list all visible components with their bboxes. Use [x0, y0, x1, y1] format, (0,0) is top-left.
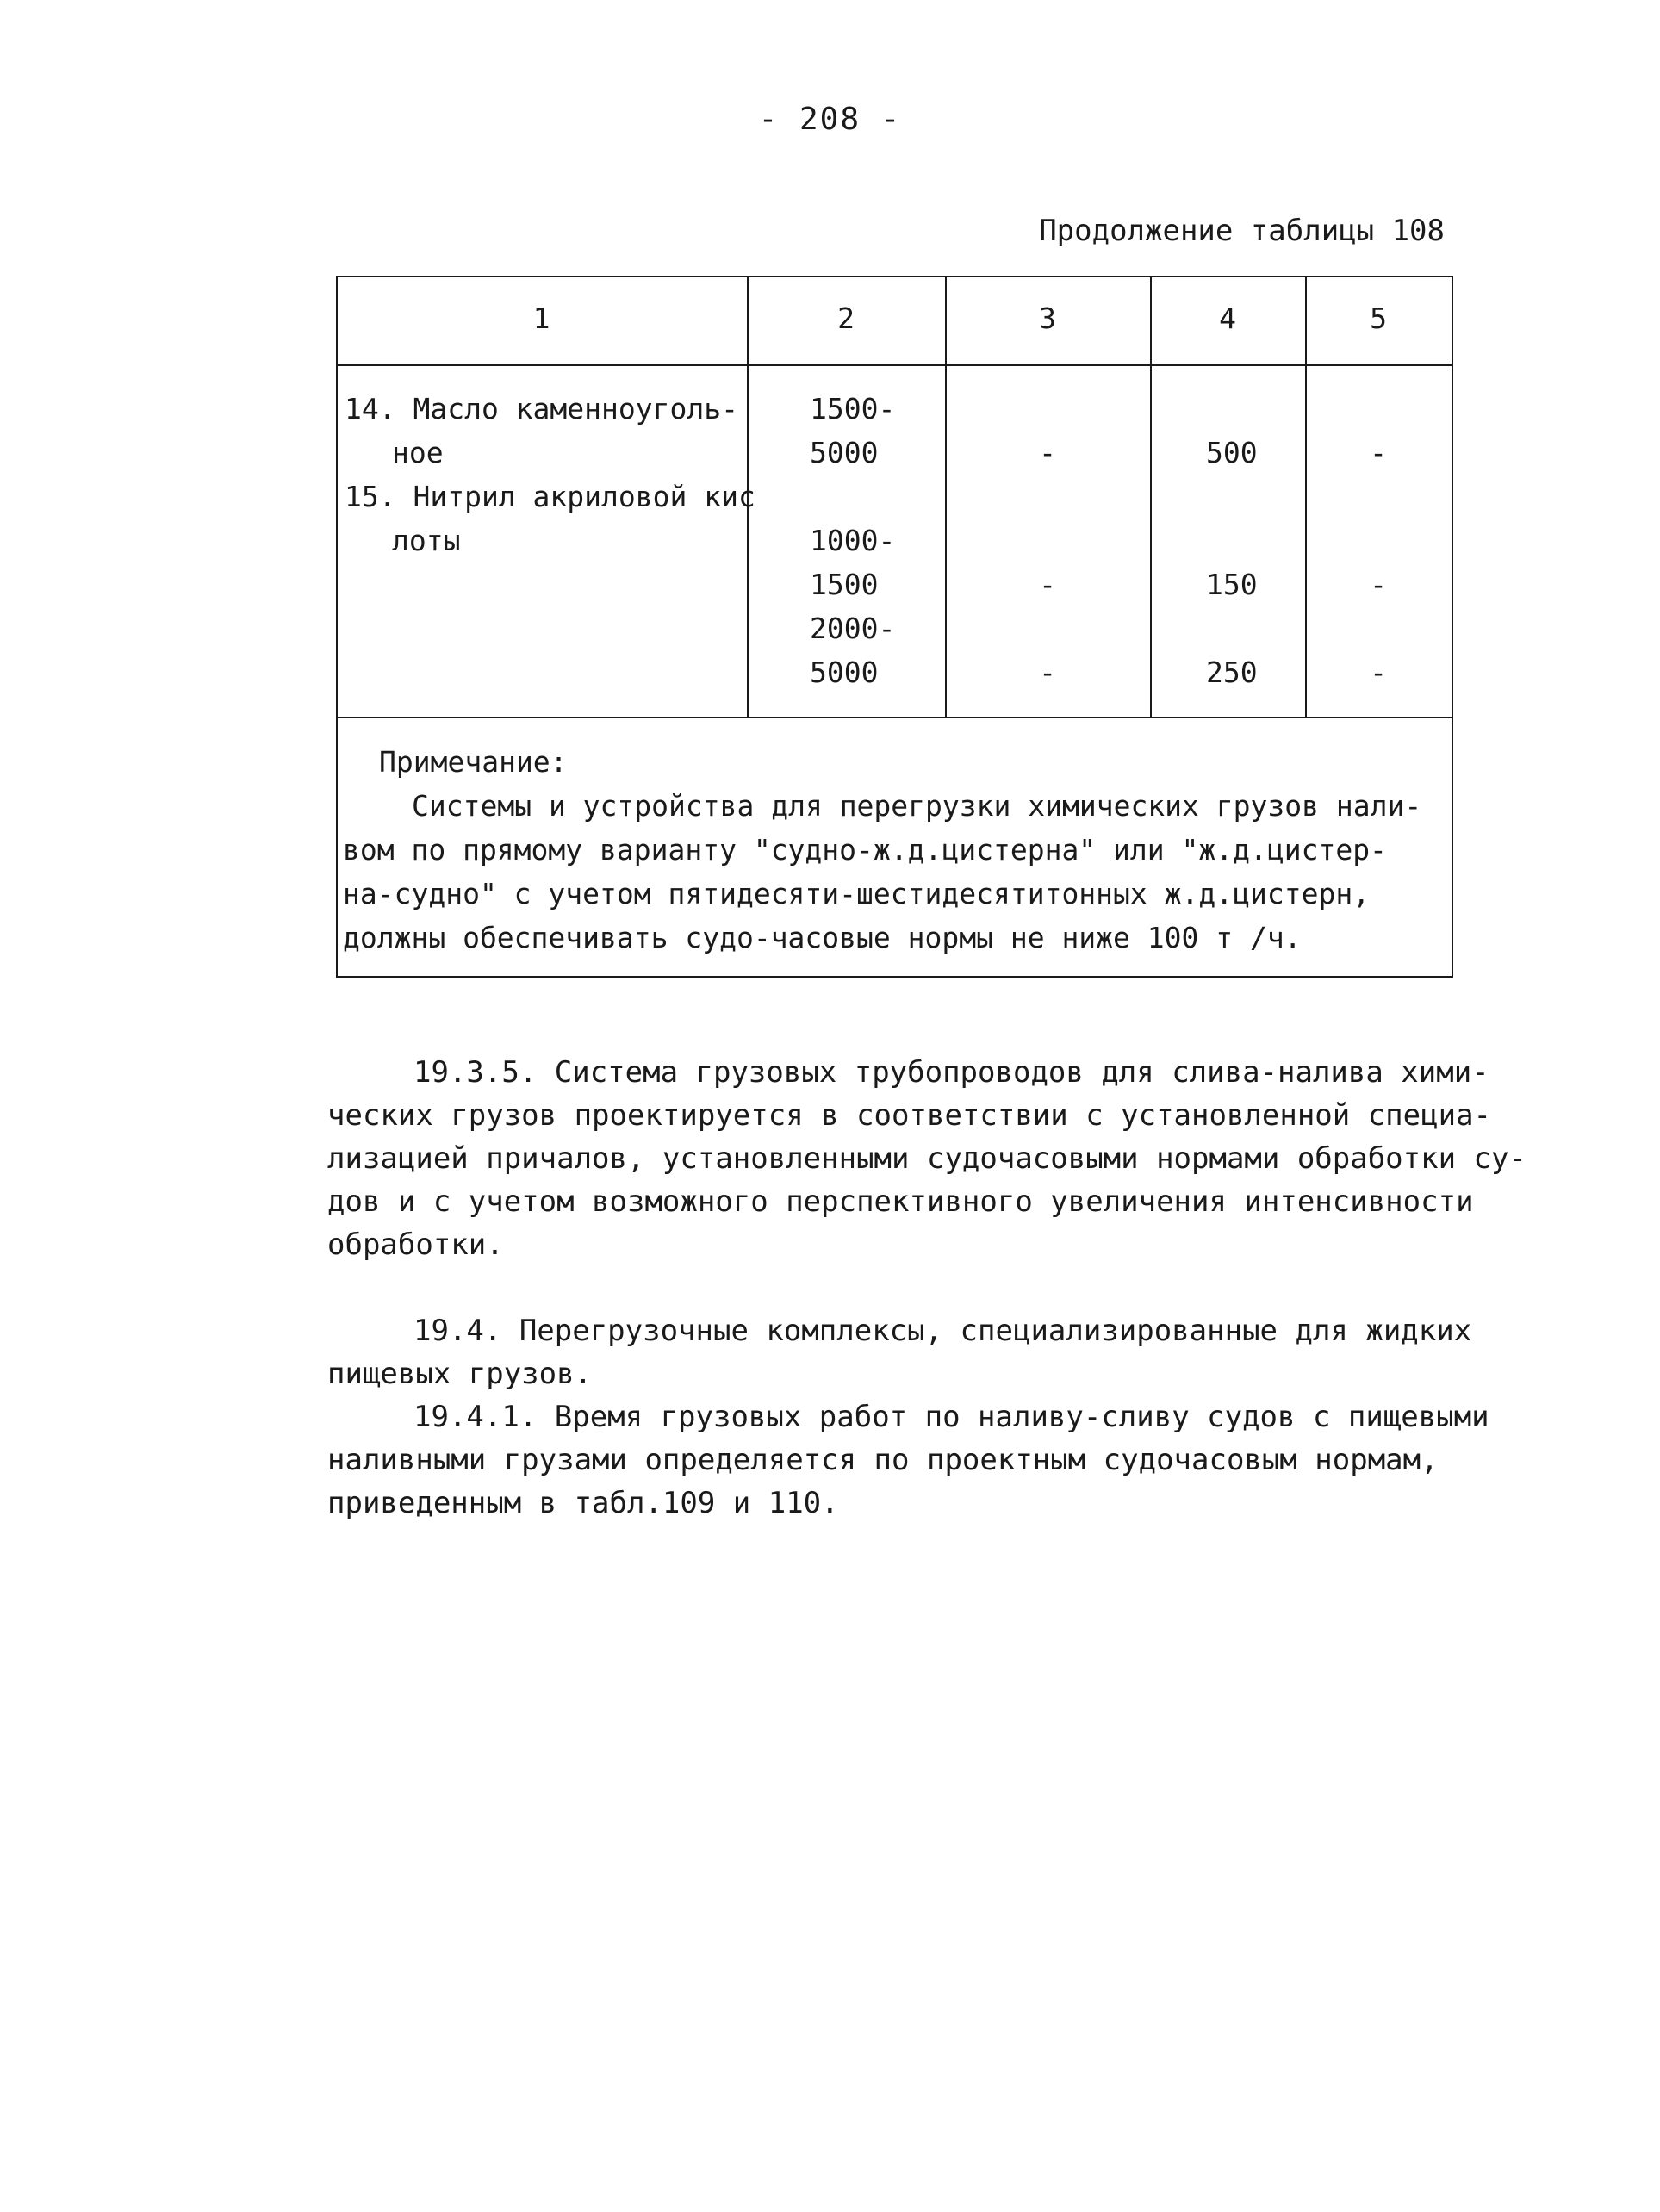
table-cell: 150	[1206, 568, 1258, 601]
table-cell: -	[1370, 568, 1387, 601]
table-cell: 250	[1206, 656, 1258, 689]
note-line: должны обеспечивать судо-часовые нормы не ниже 100 т /ч.	[343, 921, 1302, 954]
note-line: Системы и устройства для перегрузки химических грузов нали-	[412, 789, 1422, 823]
data-table	[336, 276, 1452, 976]
table-cell: лоты	[392, 524, 461, 557]
note-divider	[336, 717, 1452, 718]
table-cell: 1500-	[810, 392, 896, 426]
column-divider	[1150, 276, 1152, 717]
paragraph-line: приведенным в табл.109 и 110.	[327, 1486, 839, 1520]
note-line: вом по прямому варианту "судно-ж.д.цистерна" или "ж.д.цистер-	[343, 833, 1387, 867]
note-line: на-судно" с учетом пятидесяти-шестидесятитонных ж.д.цистерн,	[343, 877, 1371, 910]
table-cell: 2000-	[810, 612, 896, 645]
paragraph-line: обработки.	[327, 1227, 504, 1262]
table-cell: 1000-	[810, 524, 896, 557]
paragraph-line: 19.4.1. Время грузовых работ по наливу-сливу судов с пищевыми	[413, 1400, 1489, 1434]
table-cell: -	[1039, 568, 1056, 601]
table-cell: -	[1370, 436, 1387, 469]
table-cell: 14. Масло каменноуголь-	[345, 392, 738, 426]
paragraph-line: пищевых грузов.	[327, 1357, 593, 1391]
paragraph-line: 19.4. Перегрузочные комплексы, специализированные для жидких	[413, 1314, 1472, 1348]
column-header: 2	[837, 301, 855, 335]
note-title: Примечание:	[379, 745, 568, 779]
column-header: 4	[1219, 301, 1236, 335]
table-cell: 500	[1206, 436, 1258, 469]
column-header: 3	[1039, 301, 1056, 335]
table-caption: Продолжение таблицы 108	[1039, 214, 1445, 248]
column-header: 5	[1370, 301, 1387, 335]
table-cell: 15. Нитрил акриловой кис	[345, 480, 755, 513]
table-cell: ное	[392, 436, 444, 469]
paragraph-line: дов и с учетом возможного перспективного увеличения интенсивности	[327, 1184, 1474, 1219]
table-cell: -	[1039, 656, 1056, 689]
table-cell: 5000	[810, 436, 879, 469]
paragraph-line: наливными грузами определяется по проектным судочасовым нормам,	[327, 1443, 1439, 1477]
table-cell: -	[1370, 656, 1387, 689]
paragraph-line: лизацией причалов, установленными судочасовыми нормами обработки су-	[327, 1141, 1526, 1176]
paragraph-line: ческих грузов проектируется в соответствии с установленной специа-	[327, 1098, 1492, 1133]
table-cell: 5000	[810, 656, 879, 689]
paragraph-line: 19.3.5. Система грузовых трубопроводов для слива-налива хими-	[413, 1055, 1489, 1090]
page-number: - 208 -	[758, 102, 902, 137]
table-cell: -	[1039, 436, 1056, 469]
header-divider	[336, 364, 1452, 366]
column-header: 1	[532, 301, 550, 335]
table-cell: 1500	[810, 568, 879, 601]
